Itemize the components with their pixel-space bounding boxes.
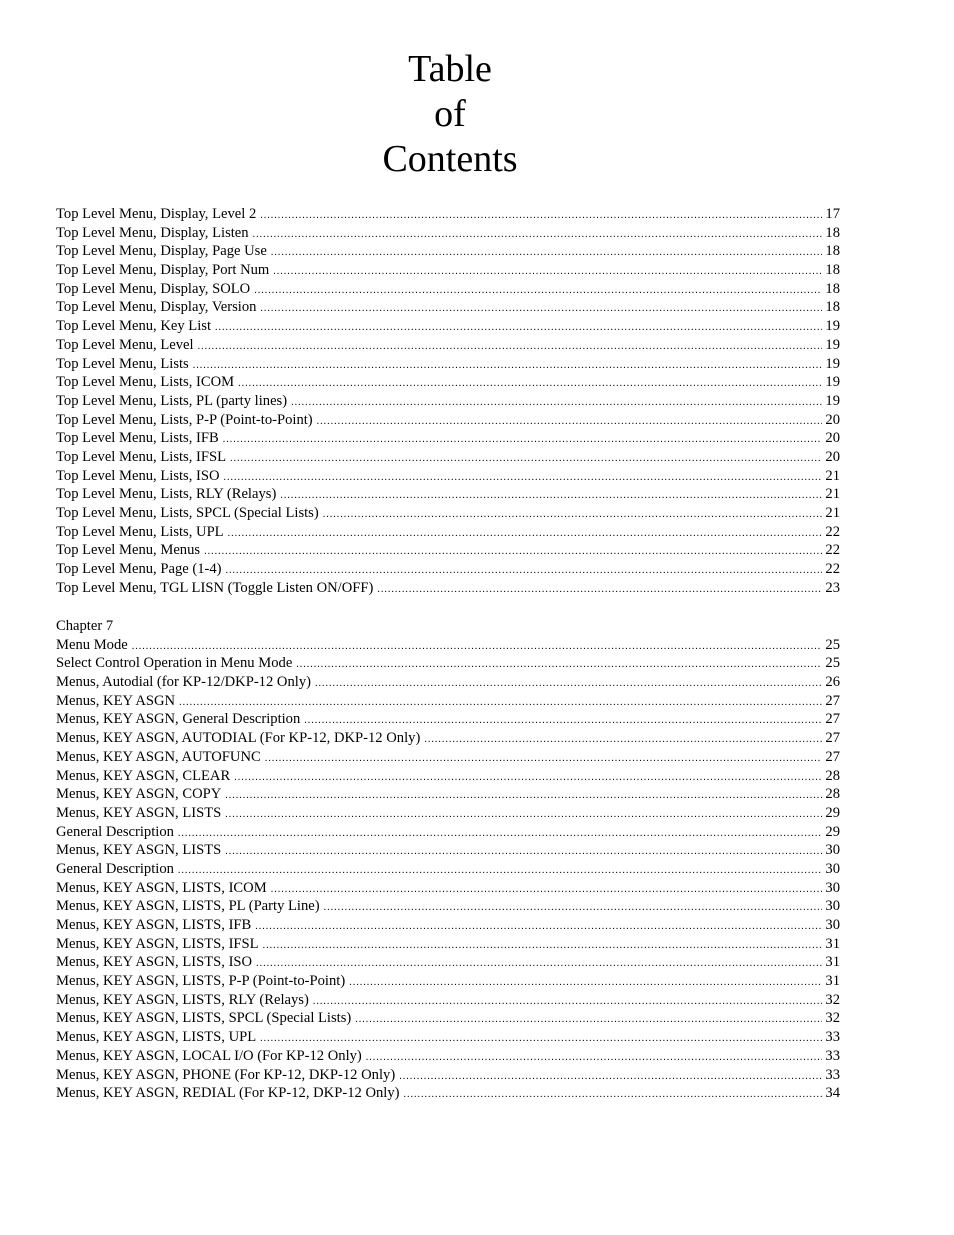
toc-entry-label: Top Level Menu, Lists, ISO	[56, 467, 220, 484]
toc-entry-page-number: 26	[825, 674, 840, 691]
dot-leader	[349, 974, 822, 991]
toc-entry[interactable]	[56, 298, 840, 317]
toc-entry[interactable]	[56, 804, 840, 823]
toc-entry[interactable]	[56, 467, 840, 486]
dot-leader	[355, 1011, 822, 1028]
toc-entry-label: Menus, KEY ASGN, AUTOFUNC	[56, 748, 261, 765]
dot-leader	[315, 675, 822, 692]
toc-entry-page-number: 23	[825, 579, 840, 596]
toc-entry[interactable]	[56, 504, 840, 523]
toc-entry-label: Menus, KEY ASGN, LISTS, IFB	[56, 917, 252, 933]
toc-entry-page-number: 27	[825, 711, 840, 728]
toc-entry[interactable]	[56, 485, 840, 504]
dot-leader	[399, 1068, 822, 1085]
toc-entry-label: Menus, KEY ASGN	[56, 692, 176, 709]
toc-entry-label: Top Level Menu, Lists, SPCL (Special Lists)	[56, 505, 319, 521]
toc-entry[interactable]	[56, 1009, 840, 1028]
dot-leader	[271, 244, 822, 261]
toc-entry-page-number: 27	[825, 748, 840, 765]
dot-leader	[238, 375, 822, 392]
toc-entry-label: Menus, KEY ASGN, LOCAL I/O (For KP-12 Only)	[56, 1047, 362, 1064]
toc-entry-label: Select Control Operation in Menu Mode	[56, 655, 293, 672]
toc-entry-label: Top Level Menu, Display, Port Num	[56, 262, 270, 279]
toc-entry[interactable]	[56, 411, 840, 430]
dot-leader	[204, 543, 822, 560]
toc-entry[interactable]	[56, 242, 840, 261]
toc-entry-label: Top Level Menu, Level	[56, 336, 194, 353]
dot-leader	[296, 656, 822, 673]
toc-entry-page-number: 33	[825, 1029, 840, 1046]
toc-entry-label: Menus, KEY ASGN, LISTS, PL (Party Line)	[56, 898, 320, 915]
dot-leader	[260, 207, 822, 224]
toc-entry[interactable]	[56, 205, 840, 224]
toc-entry[interactable]	[56, 448, 840, 467]
toc-entry-page-number: 19	[825, 355, 840, 372]
toc-entry[interactable]	[56, 841, 840, 860]
toc-entry-page-number: 32	[825, 991, 840, 1008]
toc-entry[interactable]	[56, 1066, 840, 1085]
toc-entry-label: Top Level Menu, TGL LISN (Toggle Listen ON/OFF)	[56, 579, 374, 596]
toc-entry[interactable]	[56, 560, 840, 579]
dot-leader	[224, 469, 822, 486]
toc-entry[interactable]	[56, 280, 840, 299]
toc-entry-page-number: 30	[825, 879, 840, 896]
toc-entry-label: Menus, KEY ASGN, LISTS, P-P (Point-to-Point)	[56, 973, 346, 990]
toc-section-chapter-7	[56, 617, 840, 1103]
toc-entry-label: Top Level Menu, Key List	[56, 318, 212, 335]
dot-leader	[424, 731, 822, 748]
dot-leader	[313, 993, 822, 1010]
toc-entry-page-number: 18	[825, 243, 840, 260]
toc-entry[interactable]	[56, 261, 840, 280]
dot-leader	[223, 431, 822, 448]
toc-entry[interactable]	[56, 1084, 840, 1103]
toc-entry-page-number: 32	[825, 1010, 840, 1027]
toc-entry-label: Menus, KEY ASGN, LISTS, SPCL (Special Lists)	[56, 1010, 352, 1027]
toc-entry-label: Top Level Menu, Lists, P-P (Point-to-Point)	[56, 411, 313, 428]
toc-entry-page-number: 28	[825, 767, 840, 784]
toc-entry-label: Menus, KEY ASGN, CLEAR	[56, 767, 231, 784]
toc-entry[interactable]	[56, 953, 840, 972]
dot-leader	[256, 955, 822, 972]
page-title	[300, 47, 600, 182]
toc-entry[interactable]	[56, 541, 840, 560]
toc-entry-label: Menus, KEY ASGN, REDIAL (For KP-12, DKP-12 Only)	[56, 1085, 400, 1102]
toc-entry[interactable]	[56, 692, 840, 711]
toc-entry[interactable]	[56, 879, 840, 898]
toc-entry[interactable]	[56, 224, 840, 243]
dot-leader	[178, 825, 822, 842]
dot-leader	[323, 506, 822, 523]
dot-leader	[377, 581, 822, 598]
dot-leader	[198, 338, 822, 355]
toc-entry-label: Top Level Menu, Lists, IFSL	[56, 448, 227, 465]
dot-leader	[404, 1086, 823, 1103]
toc-entry-page-number: 31	[825, 935, 840, 952]
toc-entry-page-number: 29	[825, 823, 840, 840]
dot-leader	[273, 263, 822, 280]
toc-entry-label: Menus, KEY ASGN, COPY	[56, 786, 222, 803]
dot-leader	[253, 226, 822, 243]
toc-entry[interactable]	[56, 579, 840, 598]
dot-leader	[280, 487, 822, 504]
dot-leader	[178, 862, 822, 879]
toc-entry-page-number: 31	[825, 973, 840, 990]
toc-entry-label: Menus, KEY ASGN, LISTS, RLY (Relays)	[56, 991, 309, 1008]
dot-leader	[179, 694, 822, 711]
toc-entry-page-number: 18	[825, 280, 840, 297]
toc-entry-label: Top Level Menu, Lists, PL (party lines)	[56, 392, 288, 409]
toc-entry-label: Top Level Menu, Display, Version	[56, 299, 257, 316]
toc-entry[interactable]	[56, 1028, 840, 1047]
dot-leader	[263, 937, 822, 954]
dot-leader	[215, 319, 822, 336]
toc-entry-label: Menu Mode	[56, 636, 128, 653]
toc-entry-page-number: 25	[825, 655, 840, 672]
toc-entry-label: Top Level Menu, Lists, IFB	[56, 430, 219, 447]
toc-entry-page-number: 21	[825, 486, 840, 503]
toc-entry[interactable]	[56, 392, 840, 411]
dot-leader	[366, 1049, 822, 1066]
toc-entry[interactable]	[56, 636, 840, 655]
toc-entry-page-number: 27	[825, 692, 840, 709]
dot-leader	[234, 769, 822, 786]
toc-entry[interactable]	[56, 935, 840, 954]
toc-entry-page-number: 19	[825, 374, 840, 391]
toc-entry-label: Menus, KEY ASGN, AUTODIAL (For KP-12, DKP-12 Only)	[56, 730, 421, 747]
toc-entry-page-number: 22	[825, 542, 840, 559]
toc-entry-page-number: 17	[825, 206, 840, 222]
dot-leader	[226, 562, 822, 579]
toc-entry-label: Menus, Autodial (for KP-12/DKP-12 Only)	[56, 674, 311, 691]
toc-entry-page-number: 18	[825, 299, 840, 316]
dot-leader	[230, 450, 822, 467]
toc-entry[interactable]	[56, 710, 840, 729]
toc-entry-page-number: 30	[825, 898, 840, 915]
dot-leader	[260, 300, 822, 317]
toc-entry-page-number: 19	[825, 392, 840, 409]
chapter-heading: Chapter 7	[56, 618, 114, 634]
toc-entry[interactable]	[56, 429, 840, 448]
toc-entry[interactable]	[56, 373, 840, 392]
toc-entry[interactable]	[56, 767, 840, 786]
toc-entry-label: Menus, KEY ASGN, PHONE (For KP-12, DKP-12 Only)	[56, 1066, 396, 1083]
dot-leader	[324, 899, 822, 916]
toc-entry[interactable]	[56, 916, 840, 935]
toc-entry-label: General Description	[56, 860, 174, 877]
toc-entry-label: Menus, KEY ASGN, LISTS, ICOM	[56, 879, 267, 896]
dot-leader	[271, 881, 822, 898]
toc-entry-page-number: 33	[825, 1047, 840, 1064]
toc-entry-page-number: 22	[825, 523, 840, 540]
title-line: Contents	[382, 138, 518, 180]
dot-leader	[228, 525, 822, 542]
toc-entry[interactable]	[56, 355, 840, 374]
toc-entry[interactable]	[56, 317, 840, 336]
toc-entry-page-number: 27	[825, 730, 840, 747]
dot-leader	[265, 750, 822, 767]
toc-entry-page-number: 28	[825, 786, 840, 803]
toc-entry-label: Menus, KEY ASGN, LISTS, IFSL	[56, 935, 259, 952]
toc-entry-page-number: 25	[825, 636, 840, 653]
toc-entry-page-number: 21	[825, 505, 840, 521]
toc-entry-label: Menus, KEY ASGN, LISTS	[56, 842, 222, 859]
toc-entry[interactable]	[56, 991, 840, 1010]
toc-entry[interactable]	[56, 897, 840, 916]
toc-entry-label: Top Level Menu, Lists, UPL	[56, 523, 224, 540]
toc-entry-label: Top Level Menu, Display, Level 2	[56, 206, 257, 222]
toc-entry-page-number: 29	[825, 804, 840, 821]
dot-leader	[225, 843, 822, 860]
toc-entry-label: Menus, KEY ASGN, LISTS	[56, 804, 222, 821]
dot-leader	[260, 1030, 822, 1047]
toc-entry-page-number: 20	[825, 411, 840, 428]
toc-entry-label: Top Level Menu, Lists, RLY (Relays)	[56, 486, 277, 503]
toc-entry-page-number: 18	[825, 224, 840, 241]
toc-entry-page-number: 22	[825, 561, 840, 578]
toc-entry[interactable]	[56, 972, 840, 991]
toc-entry-page-number: 20	[825, 430, 840, 447]
toc-entry-page-number: 20	[825, 448, 840, 465]
dot-leader	[225, 806, 822, 823]
toc-entry-label: Top Level Menu, Lists	[56, 355, 189, 372]
toc-entry-page-number: 30	[825, 860, 840, 877]
dot-leader	[254, 282, 822, 299]
toc-entry[interactable]	[56, 729, 840, 748]
dot-leader	[304, 712, 822, 729]
toc-entry[interactable]	[56, 823, 840, 842]
dot-leader	[225, 787, 822, 804]
dot-leader	[291, 394, 822, 411]
toc-entry-page-number: 31	[825, 954, 840, 971]
toc-entry[interactable]	[56, 748, 840, 767]
toc-entry-label: Top Level Menu, Display, SOLO	[56, 280, 251, 297]
toc-entry-label: Menus, KEY ASGN, LISTS, UPL	[56, 1029, 257, 1046]
toc-entry[interactable]	[56, 654, 840, 673]
toc-entry[interactable]	[56, 1047, 840, 1066]
toc-entry[interactable]	[56, 523, 840, 542]
toc-entry-list	[56, 636, 840, 1103]
toc-entry-label: Top Level Menu, Display, Listen	[56, 224, 249, 241]
title-line: of	[434, 93, 466, 135]
toc-entry-page-number: 34	[825, 1085, 840, 1102]
toc-entry-label: General Description	[56, 823, 174, 840]
toc-entry-page-number: 18	[825, 262, 840, 279]
toc-section-top-level-menu	[56, 205, 840, 597]
dot-leader	[317, 413, 822, 430]
toc-entry-label: Top Level Menu, Page (1-4)	[56, 561, 222, 578]
toc-entry[interactable]	[56, 673, 840, 692]
toc-entry-page-number: 21	[825, 467, 840, 484]
toc-entry-label: Top Level Menu, Display, Page Use	[56, 243, 267, 260]
toc-entry-label: Menus, KEY ASGN, LISTS, ISO	[56, 954, 253, 971]
toc-entry-page-number: 30	[825, 842, 840, 859]
toc-entry-label: Top Level Menu, Menus	[56, 542, 201, 559]
dot-leader	[193, 357, 822, 374]
toc-entry-page-number: 19	[825, 336, 840, 353]
dot-leader	[132, 638, 822, 655]
toc-entry-page-number: 19	[825, 318, 840, 335]
toc-entry-label: Menus, KEY ASGN, General Description	[56, 711, 301, 728]
toc-entry-label: Top Level Menu, Lists, ICOM	[56, 374, 235, 391]
toc-entry[interactable]	[56, 785, 840, 804]
toc-entry[interactable]	[56, 336, 840, 355]
dot-leader	[255, 918, 822, 935]
toc-entry-page-number: 30	[825, 917, 840, 933]
toc-entry-page-number: 33	[825, 1066, 840, 1083]
toc-entry[interactable]	[56, 860, 840, 879]
title-line: Table	[408, 48, 492, 90]
